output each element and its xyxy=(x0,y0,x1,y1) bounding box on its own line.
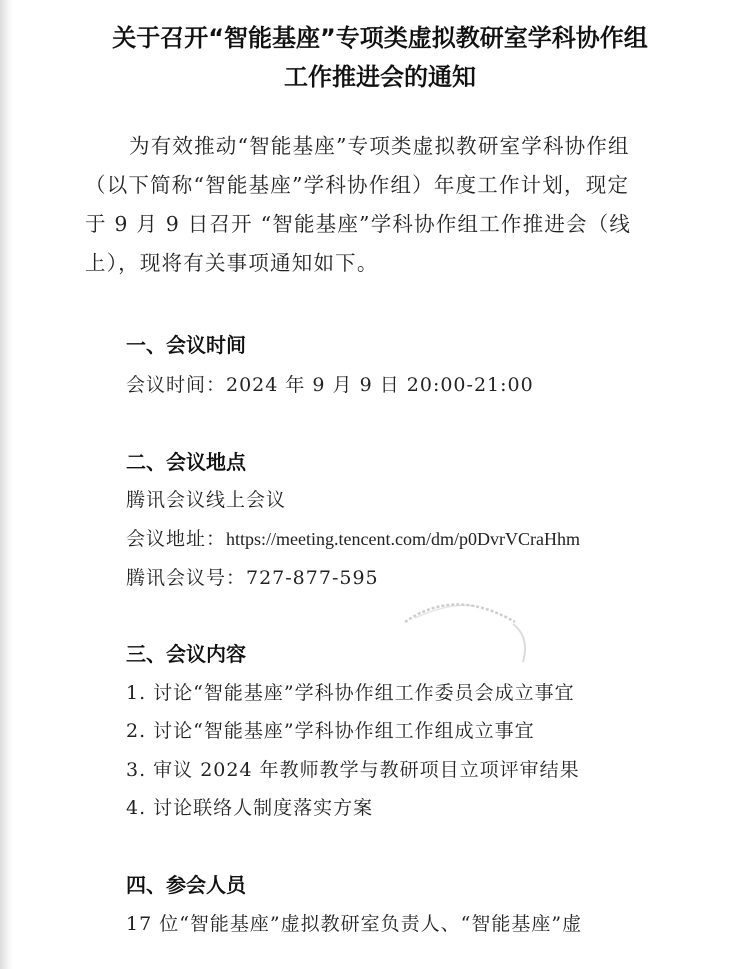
intro-line-4: 上），现将有关事项通知如下。 xyxy=(85,251,379,275)
attendees-text: 17 位“智能基座”虚拟教研室负责人、“智能基座”虚 xyxy=(126,913,583,935)
section-heading-location: 二、会议地点 xyxy=(126,450,246,474)
page-edge-shadow xyxy=(0,0,14,969)
section-heading-time: 一、会议时间 xyxy=(126,333,246,357)
faded-stamp-mark xyxy=(395,592,545,672)
content-item-1: 1. 讨论“智能基座”学科协作组工作委员会成立事宜 xyxy=(126,682,575,704)
meeting-address-url[interactable]: https://meeting.tencent.com/dm/p0DvrVCraHhm xyxy=(226,529,580,549)
intro-line-2: （以下简称“智能基座”学科协作组）年度工作计划，现定 xyxy=(85,173,630,197)
intro-line-3: 于 9 月 9 日召开 “智能基座”学科协作组工作推进会（线 xyxy=(85,212,632,236)
content-item-3: 3. 审议 2024 年教师教学与教研项目立项评审结果 xyxy=(126,759,580,781)
meeting-time-text: 会议时间：2024 年 9 月 9 日 20:00-21:00 xyxy=(126,374,534,396)
document-title-line2: 工作推进会的通知 xyxy=(284,63,476,91)
section-heading-attendees: 四、参会人员 xyxy=(126,873,246,897)
intro-line-1: 为有效推动“智能基座”专项类虚拟教研室学科协作组 xyxy=(129,134,630,158)
content-item-4: 4. 讨论联络人制度落实方案 xyxy=(126,797,374,819)
intro-paragraph xyxy=(85,127,665,283)
meeting-id-text: 腾讯会议号：727-877-595 xyxy=(126,567,379,589)
document-title-line1: 关于召开“智能基座”专项类虚拟教研室学科协作组 xyxy=(112,24,648,52)
section-heading-content: 三、会议内容 xyxy=(126,642,246,666)
meeting-address xyxy=(126,524,580,551)
content-item-2: 2. 讨论“智能基座”学科协作组工作组成立事宜 xyxy=(126,720,535,742)
meeting-address-label: 会议地址： xyxy=(126,528,227,550)
meeting-platform-text: 腾讯会议线上会议 xyxy=(126,489,287,511)
